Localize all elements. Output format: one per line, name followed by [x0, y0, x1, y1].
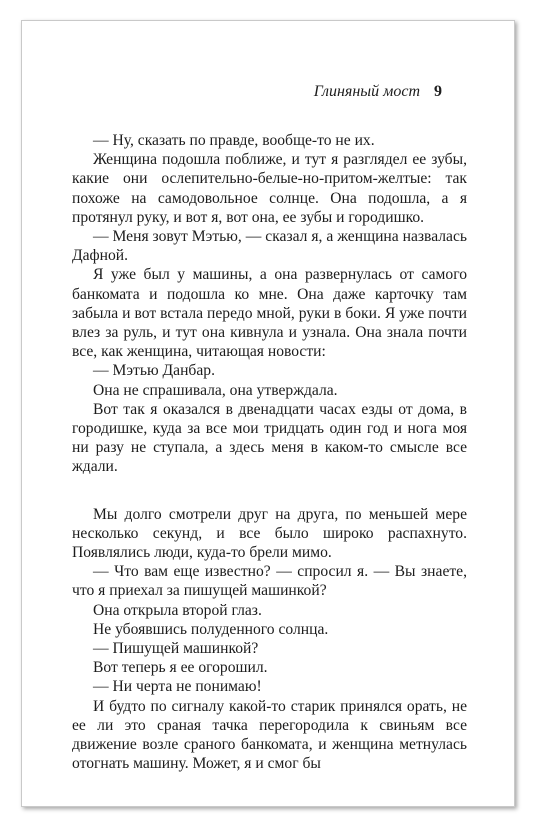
paragraph: Мы долго смотрели друг на друга, по меньшей мере несколько секунд, и все было широко распахнуто. Появлялись люди, куда-то брели мимо.: [72, 505, 467, 562]
paragraph: — Меня зовут Мэтью, — сказал я, а женщина назвалась Дафной.: [72, 228, 467, 265]
paragraph: Вот теперь я ее огорошил.: [93, 659, 268, 677]
paragraph: — Что вам еще известно? — спросил я. — Вы знаете, что я приехал за пишущей машинкой?: [72, 563, 467, 600]
paragraph: Она открыла второй глаз.: [93, 601, 262, 619]
paragraph: — Мэтью Данбар.: [93, 362, 215, 380]
paragraph: Женщина подошла поближе, и тут я разглядел ее зубы, какие они ослепительно-белые-но-притом-желтые: так похоже на самодовольное солнце. Она подошла, а я протянул руку, и вот я, вот она, ее зубы и городишко.: [72, 151, 467, 226]
chapter-title: Глиняный мост: [313, 83, 420, 100]
paragraph: Она не спрашивала, она утверждала.: [93, 381, 338, 399]
paragraph: Вот так я оказался в двенадцати часах езды от дома, в городишке, куда за все мои тридцать один год и нога моя ни разу не ступала, а здесь меня в каком-то смысле все ждали.: [72, 400, 467, 476]
paragraph: — Ну, сказать по правде, вообще-то не их.: [93, 132, 375, 149]
body-text: [72, 131, 467, 774]
paragraph: И будто по сигналу какой-то старик принялся орать, не ее ли это сраная тачка перегородила к свиньям все движение возле сраного банкомата, и женщина метнулась отогнать машину. Может, я и смог бы: [72, 697, 467, 773]
paragraph: Я уже был у машины, а она развернулась от самого банкомата и подошла ко мне. Она даже карточку там забыла и вот встала передо мной, руки в боки. Я уже почти влез за руль, и тут она кивнула и узнала. Она знала почти все, как женщина, читающая новости:: [72, 266, 467, 361]
section-break: [72, 477, 467, 505]
paragraph: — Пишущей машинкой?: [93, 640, 259, 658]
paragraph: — Ни черта не понимаю!: [93, 678, 262, 696]
book-page: [21, 20, 515, 807]
paragraph: Не убоявшись полуденного солнца.: [93, 620, 329, 638]
running-header: [22, 83, 442, 101]
page-number: 9: [434, 83, 442, 100]
